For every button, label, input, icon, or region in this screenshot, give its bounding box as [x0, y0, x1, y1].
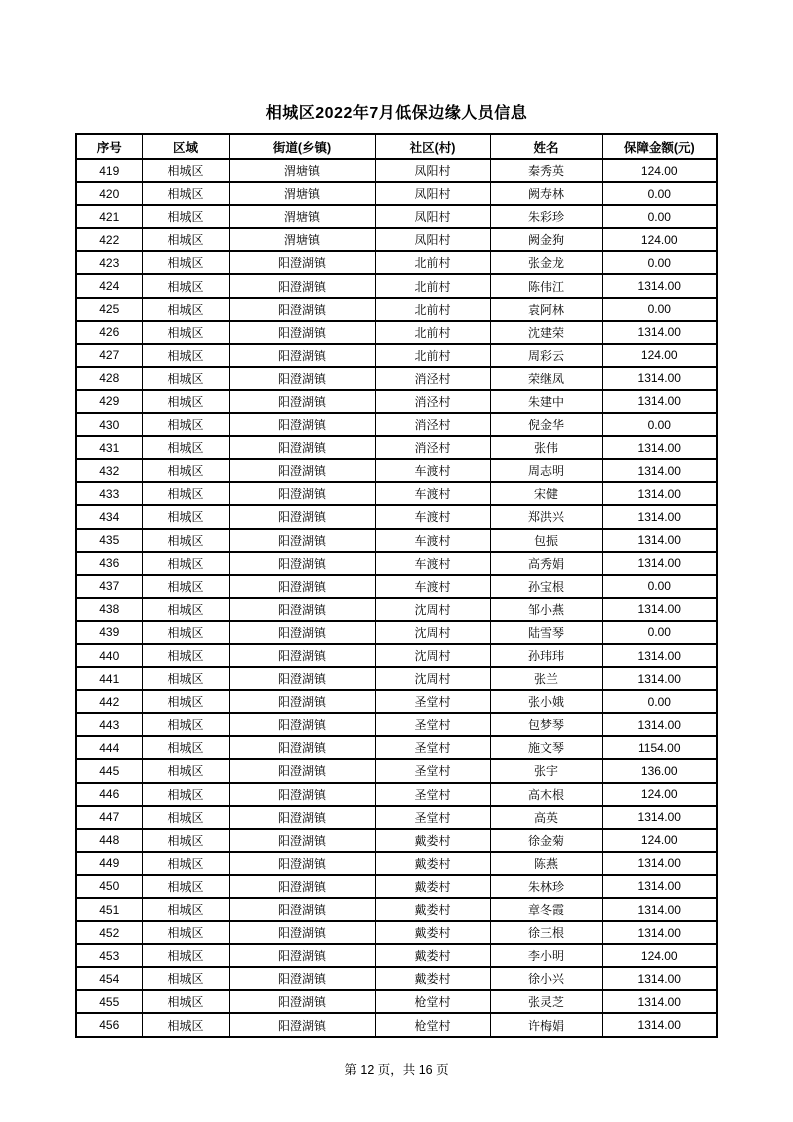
cell-town: 阳澄湖镇 [229, 436, 375, 459]
table-row [76, 459, 717, 482]
cell-index: 455 [76, 990, 142, 1013]
cell-town: 渭塘镇 [229, 159, 375, 182]
cell-name: 阙金狗 [490, 228, 602, 251]
cell-village: 戴娄村 [375, 944, 490, 967]
cell-region: 相城区 [142, 736, 229, 759]
cell-amount: 1314.00 [602, 990, 717, 1013]
cell-index: 443 [76, 713, 142, 736]
cell-town: 阳澄湖镇 [229, 552, 375, 575]
cell-town: 阳澄湖镇 [229, 1013, 375, 1036]
cell-name: 高英 [490, 806, 602, 829]
cell-index: 423 [76, 251, 142, 274]
cell-town: 阳澄湖镇 [229, 783, 375, 806]
cell-village: 圣堂村 [375, 690, 490, 713]
cell-amount: 1314.00 [602, 505, 717, 528]
cell-index: 451 [76, 898, 142, 921]
cell-village: 车渡村 [375, 459, 490, 482]
cell-town: 阳澄湖镇 [229, 829, 375, 852]
cell-region: 相城区 [142, 390, 229, 413]
cell-name: 邹小燕 [490, 598, 602, 621]
cell-region: 相城区 [142, 690, 229, 713]
cell-name: 沈建荣 [490, 321, 602, 344]
page-title: 相城区2022年7月低保边缘人员信息 [265, 105, 528, 122]
cell-village: 凤阳村 [375, 228, 490, 251]
cell-amount: 1314.00 [602, 552, 717, 575]
table-row [76, 667, 717, 690]
cell-village: 车渡村 [375, 482, 490, 505]
cell-amount: 124.00 [602, 344, 717, 367]
cell-village: 圣堂村 [375, 713, 490, 736]
cell-name: 周彩云 [490, 344, 602, 367]
cell-name: 李小明 [490, 944, 602, 967]
cell-village: 戴娄村 [375, 921, 490, 944]
cell-amount: 0.00 [602, 621, 717, 644]
cell-amount: 124.00 [602, 159, 717, 182]
cell-region: 相城区 [142, 667, 229, 690]
table-row [76, 321, 717, 344]
cell-name: 阙寿林 [490, 182, 602, 205]
table-row [76, 529, 717, 552]
cell-amount: 0.00 [602, 575, 717, 598]
cell-village: 戴娄村 [375, 898, 490, 921]
table-row [76, 736, 717, 759]
cell-index: 421 [76, 205, 142, 228]
cell-village: 沈周村 [375, 598, 490, 621]
table-row [76, 829, 717, 852]
cell-amount: 1314.00 [602, 875, 717, 898]
table-row [76, 598, 717, 621]
cell-town: 阳澄湖镇 [229, 644, 375, 667]
cell-town: 渭塘镇 [229, 228, 375, 251]
cell-village: 戴娄村 [375, 967, 490, 990]
cell-region: 相城区 [142, 529, 229, 552]
cell-amount: 0.00 [602, 413, 717, 436]
cell-amount: 1314.00 [602, 390, 717, 413]
cell-town: 阳澄湖镇 [229, 390, 375, 413]
cell-index: 445 [76, 759, 142, 782]
cell-name: 许梅娟 [490, 1013, 602, 1036]
cell-name: 徐金菊 [490, 829, 602, 852]
cell-amount: 1314.00 [602, 713, 717, 736]
cell-region: 相城区 [142, 621, 229, 644]
cell-amount: 1314.00 [602, 967, 717, 990]
cell-index: 420 [76, 182, 142, 205]
cell-region: 相城区 [142, 274, 229, 297]
cell-region: 相城区 [142, 898, 229, 921]
cell-town: 阳澄湖镇 [229, 321, 375, 344]
cell-town: 阳澄湖镇 [229, 482, 375, 505]
cell-region: 相城区 [142, 990, 229, 1013]
cell-amount: 1314.00 [602, 482, 717, 505]
cell-name: 荣继凤 [490, 367, 602, 390]
cell-region: 相城区 [142, 759, 229, 782]
cell-town: 阳澄湖镇 [229, 759, 375, 782]
header-cell-region: 区域 [142, 134, 229, 159]
table-row [76, 482, 717, 505]
cell-region: 相城区 [142, 413, 229, 436]
cell-region: 相城区 [142, 875, 229, 898]
cell-town: 阳澄湖镇 [229, 621, 375, 644]
cell-region: 相城区 [142, 944, 229, 967]
cell-index: 446 [76, 783, 142, 806]
cell-town: 阳澄湖镇 [229, 921, 375, 944]
cell-town: 阳澄湖镇 [229, 274, 375, 297]
cell-index: 425 [76, 298, 142, 321]
cell-index: 424 [76, 274, 142, 297]
cell-name: 施文琴 [490, 736, 602, 759]
cell-name: 朱建中 [490, 390, 602, 413]
cell-region: 相城区 [142, 552, 229, 575]
cell-amount: 1314.00 [602, 321, 717, 344]
table-row [76, 875, 717, 898]
cell-amount: 1314.00 [602, 667, 717, 690]
cell-name: 陆雪琴 [490, 621, 602, 644]
cell-index: 439 [76, 621, 142, 644]
cell-amount: 1314.00 [602, 806, 717, 829]
cell-name: 孙玮玮 [490, 644, 602, 667]
cell-index: 456 [76, 1013, 142, 1036]
cell-amount: 1314.00 [602, 459, 717, 482]
cell-village: 戴娄村 [375, 829, 490, 852]
cell-village: 车渡村 [375, 575, 490, 598]
cell-village: 沈周村 [375, 621, 490, 644]
cell-town: 渭塘镇 [229, 205, 375, 228]
cell-region: 相城区 [142, 321, 229, 344]
cell-village: 圣堂村 [375, 759, 490, 782]
cell-village: 圣堂村 [375, 806, 490, 829]
cell-index: 427 [76, 344, 142, 367]
cell-region: 相城区 [142, 1013, 229, 1036]
cell-town: 阳澄湖镇 [229, 575, 375, 598]
cell-amount: 1314.00 [602, 1013, 717, 1036]
cell-village: 车渡村 [375, 552, 490, 575]
cell-index: 432 [76, 459, 142, 482]
cell-region: 相城区 [142, 251, 229, 274]
cell-town: 阳澄湖镇 [229, 875, 375, 898]
cell-index: 440 [76, 644, 142, 667]
cell-name: 张小娥 [490, 690, 602, 713]
cell-region: 相城区 [142, 298, 229, 321]
cell-name: 宋健 [490, 482, 602, 505]
cell-amount: 0.00 [602, 182, 717, 205]
cell-village: 戴娄村 [375, 852, 490, 875]
cell-index: 449 [76, 852, 142, 875]
table-row [76, 759, 717, 782]
cell-name: 孙宝根 [490, 575, 602, 598]
cell-amount: 124.00 [602, 783, 717, 806]
cell-index: 426 [76, 321, 142, 344]
table-row [76, 436, 717, 459]
cell-town: 阳澄湖镇 [229, 736, 375, 759]
benefits-table [75, 133, 718, 1038]
cell-index: 428 [76, 367, 142, 390]
table-row [76, 390, 717, 413]
table-row [76, 644, 717, 667]
cell-amount: 124.00 [602, 944, 717, 967]
cell-name: 高秀娟 [490, 552, 602, 575]
cell-index: 444 [76, 736, 142, 759]
cell-index: 433 [76, 482, 142, 505]
cell-region: 相城区 [142, 459, 229, 482]
cell-region: 相城区 [142, 159, 229, 182]
cell-village: 凤阳村 [375, 159, 490, 182]
cell-town: 阳澄湖镇 [229, 598, 375, 621]
cell-village: 戴娄村 [375, 875, 490, 898]
header-cell-village: 社区(村) [375, 134, 490, 159]
cell-name: 章冬霞 [490, 898, 602, 921]
cell-amount: 1314.00 [602, 529, 717, 552]
cell-village: 凤阳村 [375, 182, 490, 205]
cell-village: 消泾村 [375, 367, 490, 390]
cell-region: 相城区 [142, 205, 229, 228]
cell-region: 相城区 [142, 783, 229, 806]
cell-amount: 136.00 [602, 759, 717, 782]
cell-village: 圣堂村 [375, 736, 490, 759]
cell-amount: 1314.00 [602, 436, 717, 459]
cell-village: 北前村 [375, 274, 490, 297]
cell-name: 徐三根 [490, 921, 602, 944]
table-row [76, 182, 717, 205]
cell-name: 朱彩珍 [490, 205, 602, 228]
cell-region: 相城区 [142, 367, 229, 390]
table-row [76, 990, 717, 1013]
header-cell-name: 姓名 [490, 134, 602, 159]
cell-region: 相城区 [142, 505, 229, 528]
cell-region: 相城区 [142, 228, 229, 251]
cell-amount: 1314.00 [602, 921, 717, 944]
table-row [76, 159, 717, 182]
cell-index: 450 [76, 875, 142, 898]
cell-amount: 1314.00 [602, 644, 717, 667]
cell-amount: 0.00 [602, 690, 717, 713]
cell-name: 张兰 [490, 667, 602, 690]
cell-name: 陈燕 [490, 852, 602, 875]
cell-town: 阳澄湖镇 [229, 298, 375, 321]
cell-amount: 0.00 [602, 205, 717, 228]
cell-village: 沈周村 [375, 644, 490, 667]
table-header-row [76, 134, 717, 159]
cell-town: 阳澄湖镇 [229, 967, 375, 990]
cell-index: 429 [76, 390, 142, 413]
cell-name: 张宇 [490, 759, 602, 782]
cell-name: 张伟 [490, 436, 602, 459]
cell-index: 435 [76, 529, 142, 552]
table-row [76, 621, 717, 644]
cell-index: 438 [76, 598, 142, 621]
cell-region: 相城区 [142, 852, 229, 875]
cell-region: 相城区 [142, 967, 229, 990]
cell-town: 阳澄湖镇 [229, 367, 375, 390]
table-row [76, 898, 717, 921]
table-row [76, 783, 717, 806]
cell-name: 郑洪兴 [490, 505, 602, 528]
table-row [76, 944, 717, 967]
cell-town: 阳澄湖镇 [229, 713, 375, 736]
cell-amount: 1154.00 [602, 736, 717, 759]
cell-village: 凤阳村 [375, 205, 490, 228]
cell-name: 秦秀英 [490, 159, 602, 182]
cell-region: 相城区 [142, 829, 229, 852]
cell-village: 车渡村 [375, 505, 490, 528]
header-cell-town: 街道(乡镇) [229, 134, 375, 159]
cell-index: 442 [76, 690, 142, 713]
cell-region: 相城区 [142, 921, 229, 944]
cell-village: 北前村 [375, 344, 490, 367]
cell-town: 阳澄湖镇 [229, 505, 375, 528]
cell-name: 周志明 [490, 459, 602, 482]
cell-amount: 0.00 [602, 298, 717, 321]
table-row [76, 713, 717, 736]
cell-amount: 1314.00 [602, 274, 717, 297]
cell-town: 阳澄湖镇 [229, 690, 375, 713]
cell-town: 阳澄湖镇 [229, 667, 375, 690]
table-row [76, 344, 717, 367]
cell-name: 袁阿林 [490, 298, 602, 321]
cell-name: 高木根 [490, 783, 602, 806]
cell-amount: 124.00 [602, 829, 717, 852]
cell-region: 相城区 [142, 182, 229, 205]
cell-name: 陈伟江 [490, 274, 602, 297]
cell-village: 枪堂村 [375, 1013, 490, 1036]
header-cell-amount: 保障金额(元) [602, 134, 717, 159]
cell-index: 447 [76, 806, 142, 829]
cell-village: 消泾村 [375, 413, 490, 436]
cell-region: 相城区 [142, 598, 229, 621]
cell-town: 渭塘镇 [229, 182, 375, 205]
cell-town: 阳澄湖镇 [229, 898, 375, 921]
cell-region: 相城区 [142, 713, 229, 736]
table-body [76, 159, 717, 1037]
table-row [76, 205, 717, 228]
cell-index: 436 [76, 552, 142, 575]
cell-index: 430 [76, 413, 142, 436]
cell-name: 包振 [490, 529, 602, 552]
cell-village: 枪堂村 [375, 990, 490, 1013]
cell-town: 阳澄湖镇 [229, 413, 375, 436]
cell-index: 453 [76, 944, 142, 967]
cell-name: 包梦琴 [490, 713, 602, 736]
cell-name: 张灵芝 [490, 990, 602, 1013]
table-row [76, 413, 717, 436]
page-number-footer: 第 12 页，共 16 页 [344, 1062, 449, 1077]
cell-village: 消泾村 [375, 436, 490, 459]
table-row [76, 690, 717, 713]
cell-village: 沈周村 [375, 667, 490, 690]
cell-town: 阳澄湖镇 [229, 852, 375, 875]
table-row [76, 575, 717, 598]
cell-index: 434 [76, 505, 142, 528]
table-row [76, 967, 717, 990]
cell-village: 消泾村 [375, 390, 490, 413]
cell-amount: 1314.00 [602, 367, 717, 390]
cell-region: 相城区 [142, 344, 229, 367]
cell-amount: 1314.00 [602, 852, 717, 875]
table-row [76, 274, 717, 297]
cell-index: 448 [76, 829, 142, 852]
cell-town: 阳澄湖镇 [229, 459, 375, 482]
cell-name: 朱林珍 [490, 875, 602, 898]
cell-town: 阳澄湖镇 [229, 990, 375, 1013]
cell-amount: 1314.00 [602, 598, 717, 621]
cell-town: 阳澄湖镇 [229, 806, 375, 829]
table-row [76, 1013, 717, 1036]
cell-region: 相城区 [142, 575, 229, 598]
table-row [76, 298, 717, 321]
table-row [76, 251, 717, 274]
cell-region: 相城区 [142, 644, 229, 667]
cell-region: 相城区 [142, 806, 229, 829]
table-row [76, 505, 717, 528]
header-cell-index: 序号 [76, 134, 142, 159]
cell-town: 阳澄湖镇 [229, 344, 375, 367]
cell-village: 车渡村 [375, 529, 490, 552]
cell-index: 452 [76, 921, 142, 944]
cell-index: 419 [76, 159, 142, 182]
cell-region: 相城区 [142, 482, 229, 505]
table-row [76, 552, 717, 575]
cell-index: 431 [76, 436, 142, 459]
cell-town: 阳澄湖镇 [229, 944, 375, 967]
cell-town: 阳澄湖镇 [229, 529, 375, 552]
cell-village: 北前村 [375, 321, 490, 344]
cell-amount: 124.00 [602, 228, 717, 251]
cell-village: 圣堂村 [375, 783, 490, 806]
table-row [76, 921, 717, 944]
cell-name: 徐小兴 [490, 967, 602, 990]
cell-town: 阳澄湖镇 [229, 251, 375, 274]
cell-index: 422 [76, 228, 142, 251]
cell-name: 倪金华 [490, 413, 602, 436]
cell-name: 张金龙 [490, 251, 602, 274]
table-row [76, 367, 717, 390]
cell-amount: 0.00 [602, 251, 717, 274]
cell-index: 437 [76, 575, 142, 598]
cell-amount: 1314.00 [602, 898, 717, 921]
table-row [76, 228, 717, 251]
cell-village: 北前村 [375, 298, 490, 321]
cell-index: 454 [76, 967, 142, 990]
cell-index: 441 [76, 667, 142, 690]
table-row [76, 806, 717, 829]
cell-village: 北前村 [375, 251, 490, 274]
table-row [76, 852, 717, 875]
cell-region: 相城区 [142, 436, 229, 459]
